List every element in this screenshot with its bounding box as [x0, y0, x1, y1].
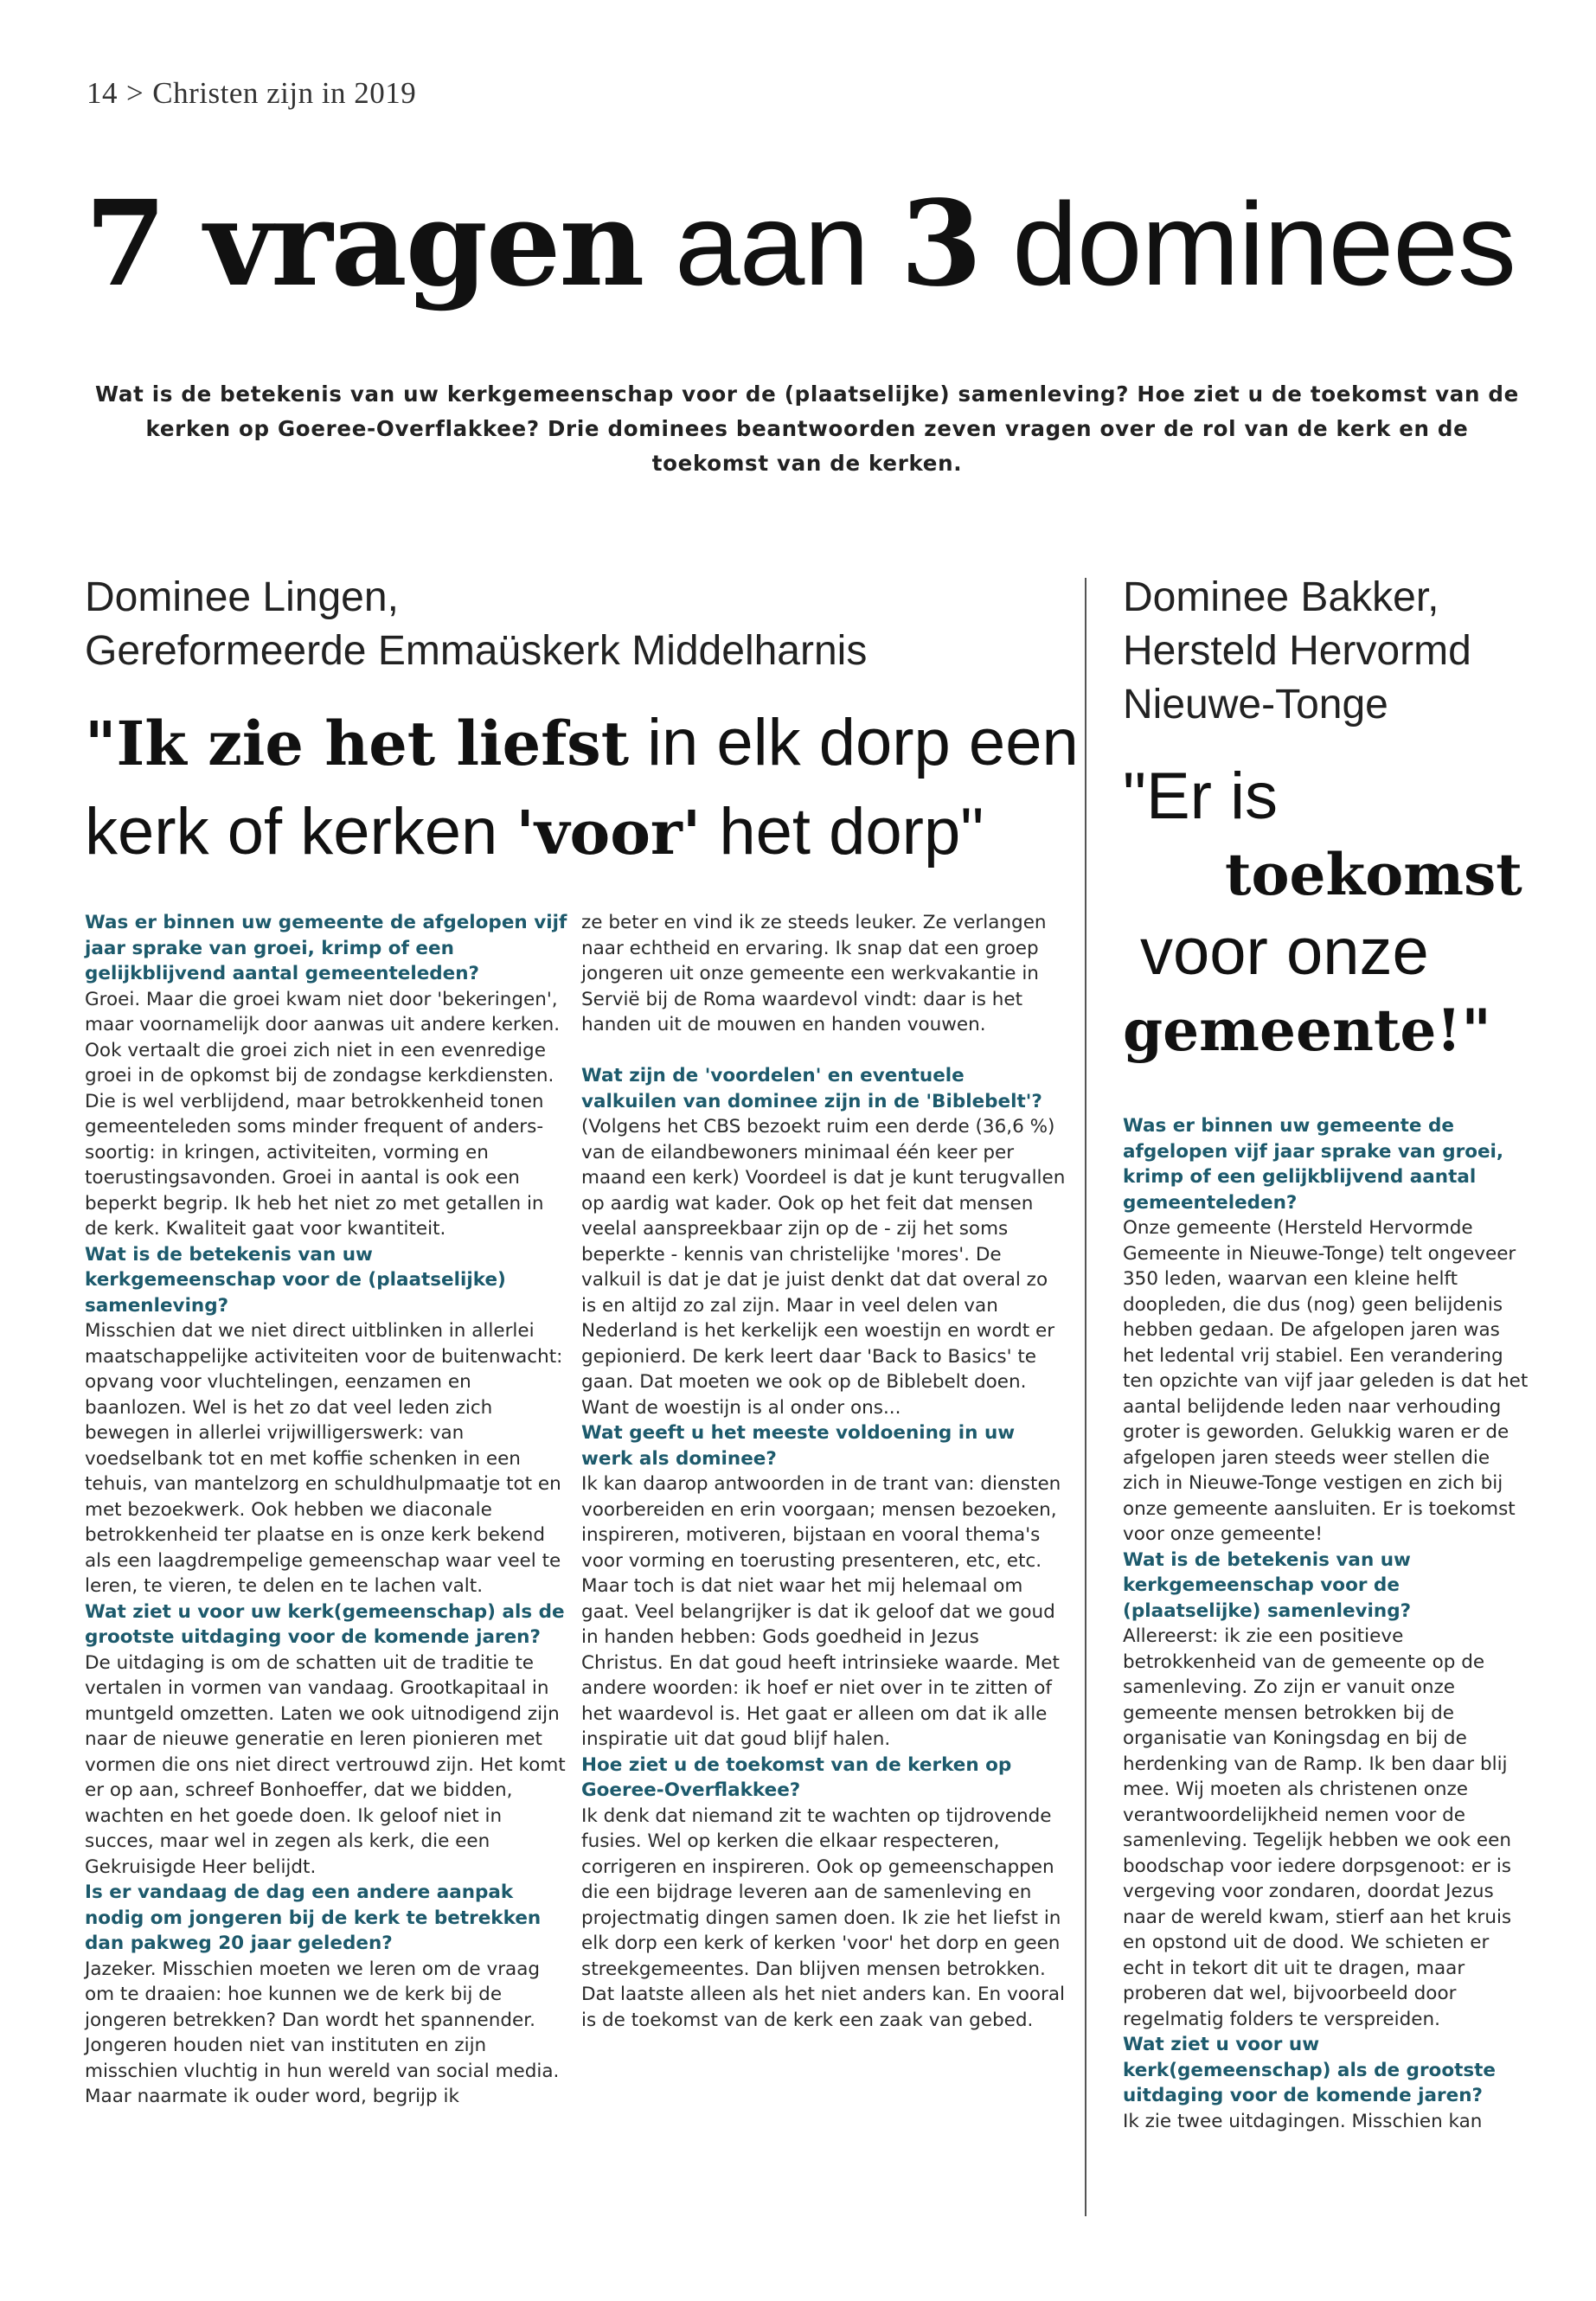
- title-part-vragen: 7 vragen: [85, 175, 644, 313]
- question: Wat zijn de 'voordelen' en eventuele valkuilen van dominee zijn in de 'Biblebelt'?: [581, 1065, 1042, 1112]
- lingen-quote-voor: 'voor': [516, 797, 702, 868]
- answer: Misschien dat we niet direct uitblinken in allerlei maatschappelijke activiteiten voor de buitenwacht: opvang voor vluchtelingen, eenzamen en baanlozen. Wel is het zo dat veel leden zich bewegen in allerlei vrijwilligerswerk: van voedselbank tot en met koffie schenken in een tehuis, van mantelzorg en schuldhulpmaatje tot en met bezoekwerk. Ook hebben we diaconale betrokkenheid ter plaatse en is onze kerk bekend als een laagdrempelige gemeenschap waar veel te leren, te vieren, te delen en te lachen valt.: [85, 1320, 563, 1597]
- bakker-quote: [1123, 758, 1529, 1069]
- bakker-quote-line4: gemeente!": [1123, 997, 1491, 1064]
- qa-block: [1123, 1113, 1529, 1548]
- bakker-location: Nieuwe-Tonge: [1123, 682, 1388, 727]
- bakker-quote-line3: voor onze: [1140, 915, 1429, 989]
- answer: Onze gemeente (Hersteld Hervormde Gemeente in Nieuwe-Tonge) telt ongeveer 350 leden, waarvan een kleine helft doopleden, die dus (nog) geen belijdenis hebben gedaan. De afgelopen jaren was het ledental vrij stabiel. Een verandering ten opzichte van vijf jaar geleden is dat het aantal belijdende leden naar verhouding groter is geworden. Gelukkig waren er de afgelopen jaren steeds weer stellen die zich in Nieuwe-Tonge vestigen en zich bij onze gemeente aansluiten. Er is toekomst voor onze gemeente!: [1123, 1217, 1529, 1545]
- question: Was er binnen uw gemeente de afgelopen vijf jaar sprake van groei, krimp of een gelijkblijvend aantal gemeenteleden?: [85, 912, 567, 984]
- intro-text: Wat is de betekenis van uw kerkgemeenschap voor de (plaatselijke) samenleving? Hoe ziet u de toekomst van de kerken op Goeree-Overflakkee? Drie dominees beantwoorden zeven vragen over de rol van de kerk en de toekomst van de kerken.: [95, 381, 1519, 476]
- chevron-right-icon: >: [126, 76, 144, 110]
- answer: (Volgens het CBS bezoekt ruim een derde (36,6 %) van de eilandbewoners minimaal één keer per maand een kerk) Voordeel is dat je kunt terugvallen op aardig wat kader. Ook op het feit dat mensen veelal aanspreekbaar zijn op de - zij het soms beperkte - kennis van christelijke 'mores'. De valkuil is dat je dat je juist denkt dat dat overal zo is en altijd zo zal zijn. Maar in veel delen van Nederland is het kerkelijk een woestijn en wordt er gepionierd. De kerk leert daar 'Back to Basics' te gaan. Dat moeten we ook op de Biblebelt doen. Want de woestijn is al onder ons...: [581, 1116, 1066, 1419]
- bakker-quote-line1: "Er is: [1123, 760, 1278, 833]
- question: Wat is de betekenis van uw kerkgemeenschap voor de (plaatselijke) samenleving?: [85, 1243, 506, 1317]
- page-title: [85, 175, 1516, 313]
- lingen-church: Gereformeerde Emmaüskerk Middelharnis: [85, 628, 868, 674]
- title-part-aan: aan: [643, 178, 901, 310]
- qa-block: [581, 1420, 1066, 1753]
- qa-block: [85, 1880, 569, 2110]
- qa-block: [581, 1063, 1066, 1420]
- lingen-quote-line2a: kerk of kerken: [85, 795, 516, 868]
- question: Wat ziet u voor uw kerk(gemeenschap) als de grootste uitdaging voor de komende jaren?: [1123, 2034, 1497, 2106]
- bakker-quote-line2: toekomst: [1225, 841, 1522, 908]
- question: Wat geeft u het meeste voldoening in uw werk als dominee?: [581, 1422, 1016, 1470]
- bakker-name: Dominee Bakker,: [1123, 574, 1439, 620]
- question: Hoe ziet u de toekomst van de kerken op Goeree-Overflakkee?: [581, 1753, 1012, 1801]
- lingen-heading: [85, 571, 867, 678]
- answer-continued: ze beter en vind ik ze steeds leuker. Ze verlangen naar echtheid en ervaring. Ik snap dat een groep jongeren uit onze gemeente een werkvakantie in Servië bij de Roma waardevol vindt: daar is het handen uit de mouwen en handen vouwen.: [581, 912, 1047, 1035]
- bakker-column: [1123, 1113, 1529, 2134]
- title-part-dominees: dominees: [980, 178, 1516, 310]
- answer: Ik kan daarop antwoorden in de trant van: diensten voorbereiden en erin voorgaan; mensen bezoeken, inspireren, motiveren, bijstaan en vooral thema's voor vorming en toerusting presenteren, etc, etc. Maar toch is dat niet waar het mij helemaal om gaat. Veel belangrijker is dat ik geloof dat we goud in handen hebben: Gods goedheid in Jezus Christus. En dat goud heeft intrinsieke waarde. Met andere woorden: ik hoef er niet over in te zitten of het waardevol is. Het gaat er alleen om dat ik alle inspiratie uit dat goud blijf halen.: [581, 1473, 1061, 1750]
- answer: De uitdaging is om de schatten uit de traditie te vertalen in vormen van vandaag. Grootkapitaal in muntgeld omzetten. Laten we ook uitnodigend zijn naar de nieuwe generatie en leren pionieren met vormen die ons niet direct vertrouwd zijn. Het komt er op aan, schreef Bonhoeffer, dat we bidden, wachten en het goede doen. Ik geloof niet in succes, maar wel in zegen als kerk, die een Gekruisigde Heer belijdt.: [85, 1651, 566, 1878]
- question: Wat is de betekenis van uw kerkgemeenschap voor de (plaatselijke) samenleving?: [1123, 1548, 1412, 1622]
- lingen-column-2: [581, 910, 1066, 2033]
- answer: Jazeker. Misschien moeten we leren om de vraag om te draaien: hoe kunnen we de kerk bij de jongeren betrekken? Dan wordt het spannender. Jongeren houden niet van instituten en zijn misschien vluchtig in hun wereld van social media. Maar naarmate ik ouder word, begrijp ik: [85, 1958, 560, 2107]
- running-head: [87, 76, 416, 111]
- answer: Allereerst: ik zie een positieve betrokkenheid van de gemeente op de samenleving. Zo zijn er vanuit onze gemeente mensen betrokken bij de organisatie van Koningsdag en bij de herdenking van de Ramp. Ik ben daar blij mee. Wij moeten als christenen onze verantwoordelijkheid nemen voor de samenleving. Tegelijk hebben we ook een boodschap voor iedere dorpsgenoot: er is vergeving voor zondaren, doordat Jezus naar de wereld kwam, stierf aan het kruis en opstond uit de dood. We schieten er echt in tekort dit uit te dragen, maar proberen dat wel, bijvoorbeeld door regelmatig folders te verspreiden.: [1123, 1625, 1512, 2030]
- page-number: 14: [87, 76, 118, 110]
- bakker-heading: [1123, 571, 1471, 732]
- qa-block: [1123, 2032, 1529, 2134]
- answer: Ik denk dat niemand zit te wachten op tijdrovende fusies. Wel op kerken die elkaar respecteren, corrigeren en inspireren. Ook op gemeenschappen die een bijdrage leveren aan de samenleving en projectmatig dingen samen doen. Ik zie het liefst in elk dorp een kerk of kerken 'voor' het dorp en geen streekgemeentes. Dan blijven mensen betrokken. Dat laatste alleen als het niet anders kan. En vooral is de toekomst van de kerk een zaak van gebed.: [581, 1804, 1066, 2031]
- lingen-column-1: [85, 910, 569, 2110]
- lingen-name: Dominee Lingen,: [85, 574, 399, 620]
- lingen-quote-line2b: het dorp": [701, 795, 984, 868]
- bakker-church: Hersteld Hervormd: [1123, 628, 1471, 674]
- qa-block: [85, 1599, 569, 1881]
- answer: Groei. Maar die groei kwam niet door 'bekeringen', maar voornamelijk door aanwas uit andere kerken. Ook vertaalt die groei zich niet in een evenredige groei in de opkomst bij de zondagse kerkdiensten. Die is wel verblijdend, maar betrokkenheid tonen gemeenteleden soms minder frequent of anders-soortig: in kringen, activiteiten, vorming en toerustingsavonden. Groei in aantal is ook een beperkt begrip. Ik heb het niet zo met getallen in de kerk. Kwaliteit gaat voor kwantiteit.: [85, 988, 561, 1240]
- qa-block: [85, 1242, 569, 1599]
- qa-block: [85, 910, 569, 1242]
- question: Wat ziet u voor uw kerk(gemeenschap) als de grootste uitdaging voor de komende jaren?: [85, 1600, 565, 1648]
- qa-block: [581, 1753, 1066, 2034]
- title-part-number: 3: [900, 175, 981, 313]
- column-divider: [1085, 578, 1086, 2216]
- question: Was er binnen uw gemeente de afgelopen vijf jaar sprake van groei, krimp of een gelijkblijvend aantal gemeenteleden?: [1123, 1115, 1504, 1214]
- qa-block: [1123, 1548, 1529, 2033]
- section-title: Christen zijn in 2019: [152, 76, 417, 110]
- question: Is er vandaag de dag een andere aanpak nodig om jongeren bij de kerk te betrekken dan pakweg 20 jaar geleden?: [85, 1881, 542, 1954]
- lingen-quote-serif: "Ik zie het liefst: [85, 708, 630, 779]
- answer: Ik zie twee uitdagingen. Misschien kan: [1123, 2110, 1483, 2132]
- lingen-quote-mid: in elk dorp een: [629, 706, 1079, 779]
- lingen-quote: [85, 699, 1079, 877]
